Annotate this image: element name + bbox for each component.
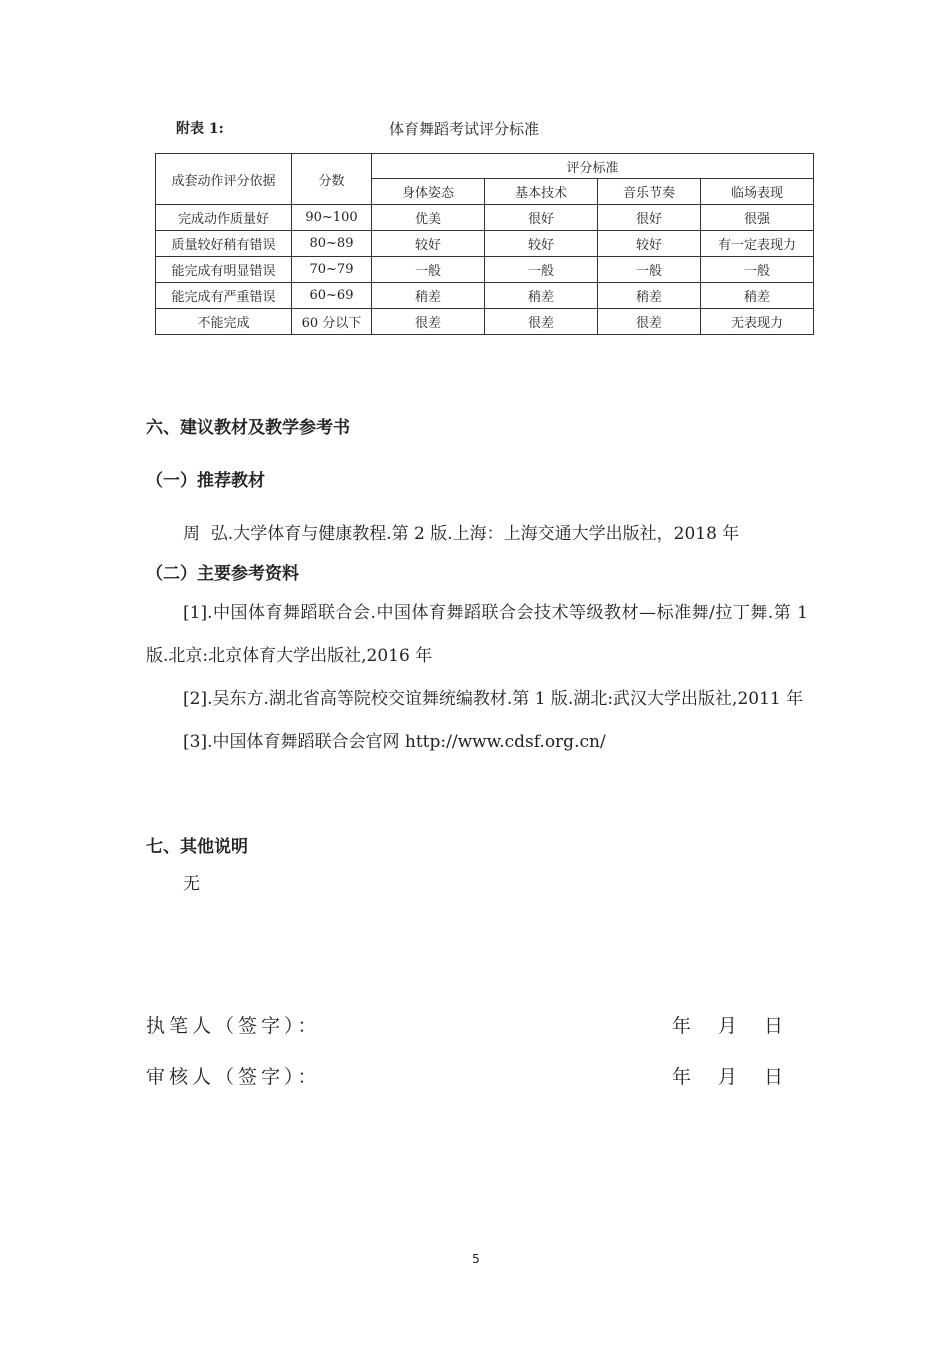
- table-row: [156, 257, 814, 283]
- cell-performance: 很强: [701, 205, 814, 231]
- cell-score: 90~100: [292, 205, 372, 231]
- cell-score: 70~79: [292, 257, 372, 283]
- cell-rhythm: 很差: [598, 309, 701, 335]
- month-label: 月: [718, 1066, 742, 1088]
- table-caption-label: 附表 1:: [176, 121, 224, 137]
- cell-posture: 一般: [372, 257, 485, 283]
- cell-technique: 一般: [485, 257, 598, 283]
- reference-item: [2].吴东方.湖北省高等院校交谊舞统编教材.第 1 版.湖北:武汉大学出版社,2011 年: [183, 689, 804, 709]
- section7-heading: 七、其他说明: [146, 837, 248, 857]
- textbook-entry: 周 弘.大学体育与健康教程.第 2 版.上海：上海交通大学出版社，2018 年: [183, 524, 740, 544]
- writer-signature-label: 执笔人（签字）：: [146, 1015, 321, 1037]
- cell-performance: 一般: [701, 257, 814, 283]
- header-performance: 临场表现: [701, 179, 814, 205]
- year-label: 年: [672, 1015, 696, 1037]
- reviewer-signature-label: 审核人（签字）：: [146, 1066, 321, 1088]
- cell-performance: 有一定表现力: [701, 231, 814, 257]
- header-basis: 成套动作评分依据: [156, 154, 292, 205]
- table-row: [156, 231, 814, 257]
- cell-basis: 能完成有明显错误: [156, 257, 292, 283]
- reference-list: [146, 592, 808, 764]
- month-label: 月: [718, 1015, 742, 1037]
- cell-rhythm: 较好: [598, 231, 701, 257]
- reference-item: [3].中国体育舞蹈联合会官网 http://www.cdsf.org.cn/: [183, 732, 606, 752]
- scoring-table: [155, 153, 814, 335]
- cell-technique: 较好: [485, 231, 598, 257]
- cell-basis: 质量较好稍有错误: [156, 231, 292, 257]
- cell-posture: 较好: [372, 231, 485, 257]
- section6-heading: 六、建议教材及教学参考书: [146, 418, 350, 438]
- header-rhythm: 音乐节奏: [598, 179, 701, 205]
- table-row: [156, 205, 814, 231]
- cell-rhythm: 稍差: [598, 283, 701, 309]
- cell-posture: 稍差: [372, 283, 485, 309]
- header-posture: 身体姿态: [372, 179, 485, 205]
- cell-rhythm: 一般: [598, 257, 701, 283]
- cell-score: 60 分以下: [292, 309, 372, 335]
- cell-posture: 优美: [372, 205, 485, 231]
- cell-basis: 完成动作质量好: [156, 205, 292, 231]
- cell-performance: 无表现力: [701, 309, 814, 335]
- day-label: 日: [764, 1015, 788, 1037]
- cell-score: 80~89: [292, 231, 372, 257]
- cell-score: 60~69: [292, 283, 372, 309]
- reviewer-date: [672, 1062, 810, 1089]
- year-label: 年: [672, 1066, 696, 1088]
- table-caption-title: 体育舞蹈考试评分标准: [389, 120, 540, 138]
- reference-item: [1].中国体育舞蹈联合会.中国体育舞蹈联合会技术等级教材—标准舞/拉丁舞.第 1 版.北京:北京体育大学出版社,2016 年: [146, 603, 808, 666]
- other-notes: 无: [183, 874, 200, 894]
- writer-date: [672, 1011, 810, 1038]
- cell-technique: 很差: [485, 309, 598, 335]
- cell-posture: 很差: [372, 309, 485, 335]
- table-row: [156, 309, 814, 335]
- references-heading: （二）主要参考资料: [146, 564, 299, 584]
- header-technique: 基本技术: [485, 179, 598, 205]
- header-score: 分数: [292, 154, 372, 205]
- header-criteria: 评分标准: [372, 154, 814, 179]
- cell-basis: 不能完成: [156, 309, 292, 335]
- recommended-textbook-heading: （一）推荐教材: [146, 471, 265, 491]
- cell-technique: 稍差: [485, 283, 598, 309]
- cell-rhythm: 很好: [598, 205, 701, 231]
- day-label: 日: [764, 1066, 788, 1088]
- cell-basis: 能完成有严重错误: [156, 283, 292, 309]
- cell-technique: 很好: [485, 205, 598, 231]
- page-number: 5: [472, 1252, 480, 1266]
- table-row: [156, 283, 814, 309]
- cell-performance: 稍差: [701, 283, 814, 309]
